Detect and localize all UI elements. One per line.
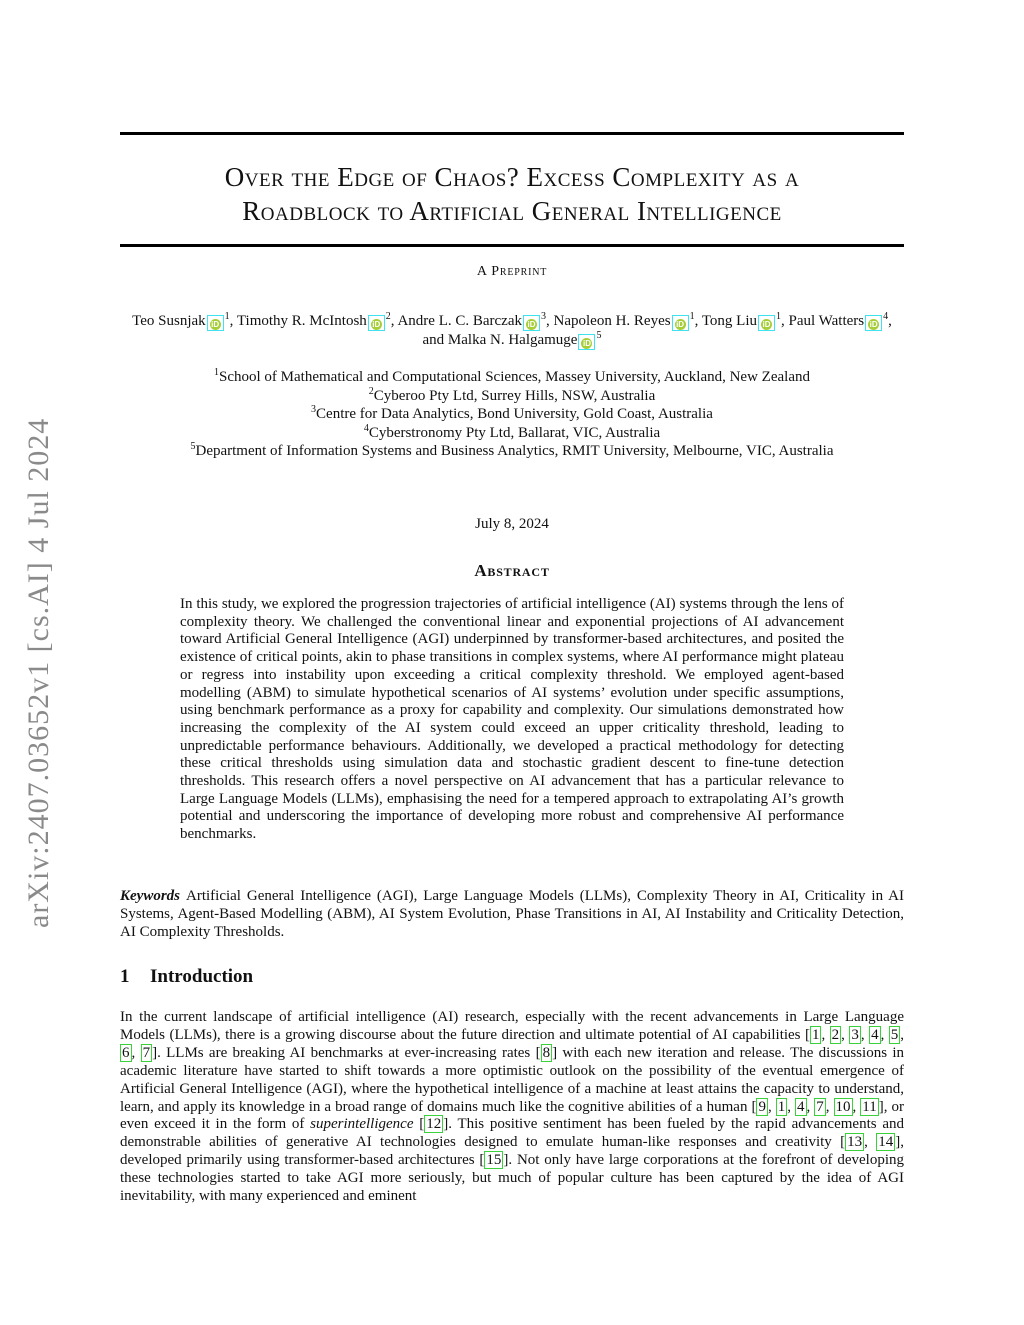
citation-link[interactable]: 1	[777, 1098, 786, 1115]
author-name: Tong Liu	[701, 313, 758, 329]
author-affiliation-number: 1	[224, 311, 230, 322]
preprint-label: A Preprint	[476, 264, 548, 279]
author-affiliation-number: 4	[883, 311, 889, 322]
affiliation-text: School of Mathematical and Computational Sciences, Massey University, Auckland, New Zealand	[219, 369, 810, 385]
orcid-icon: iD	[372, 320, 381, 329]
citation-group: 1 , 2 , 3 , 4 , 5 , 6 , 7	[122, 1026, 905, 1061]
orcid-icon: iD	[211, 320, 220, 329]
intro-text: . Not only have large corporations at the forefront of developing these technologies started to take AGI more seriously, but much of popular culture has been captured by the idea of AGI inevitability, with many experienced and eminent	[120, 1152, 904, 1205]
affiliations	[120, 368, 904, 461]
author-affiliation-number: 2	[385, 311, 391, 322]
orcid-link[interactable]	[758, 315, 775, 331]
arxiv-identifier: arXiv:2407.03652v1 [cs.AI] 4 Jul 2024	[22, 417, 55, 928]
section-number: 1	[120, 966, 130, 987]
citation-link[interactable]: 1	[811, 1026, 820, 1043]
abstract-text: In this study, we explored the progression trajectories of artificial intelligence (AI) systems through the lens of complexity theory. We challenged the conventional linear and exponential projections of AI advancement toward Artificial General Intelligence (AGI) underpinned by transformer-based architectures, and posited the existence of critical points, akin to phase transitions in complex systems, where AI performance might plateau or regress into instability upon exceeding a critical complexity threshold. We employed agent-based modelling (ABM) to simulate hypothetical scenarios of AI systems’ evolution under specific assumptions, using benchmark performance as a proxy for capability and complexity. Our simulations demonstrated how increasing the complexity of the AI system could exceed an upper criticality threshold, leading to unpredictable performance behaviours. Additionally, we developed a practical methodology for detecting these critical thresholds using simulation data and stochastic gradient descent to fine-tune detection thresholds. This research offers a novel perspective on AI advancement that has a particular relevance to Large Language Models (LLMs), emphasising the need for a tempered approach to extrapolating AI’s growth potential and underscoring the importance of developing more robust and comprehensive AI performance benchmarks.	[180, 596, 844, 843]
orcid-link[interactable]	[207, 315, 224, 331]
affiliation-number: 1	[214, 367, 220, 378]
citation-link[interactable]: 7	[142, 1044, 151, 1061]
author-name: and Malka N. Halgamuge	[422, 332, 578, 348]
orcid-icon: iD	[676, 320, 685, 329]
author-affiliation-number: 1	[776, 311, 782, 322]
publication-date: July 8, 2024	[475, 516, 549, 532]
intro-text: In the current landscape of artificial intelligence (AI) research, especially with the recent advancements in Large Language Models (LLMs), there is a growing discourse about the future direction and ultimate potential of AI capabilities	[120, 1009, 904, 1043]
orcid-link[interactable]	[368, 315, 385, 331]
abstract-heading: Abstract	[474, 561, 550, 580]
affiliation-line	[120, 405, 904, 424]
citation-group	[541, 1044, 553, 1062]
citation-link[interactable]: 14	[878, 1134, 894, 1151]
citation-link[interactable]: 4	[797, 1098, 805, 1115]
citation-group: 9 , 1 , 4 , 7 , 10 , 11	[758, 1098, 877, 1115]
orcid-link[interactable]	[672, 315, 689, 331]
title-rule-bottom	[120, 244, 904, 247]
author-name: Andre L. C. Barczak	[397, 313, 523, 329]
affiliation-line	[120, 387, 904, 406]
intro-text: . LLMs are breaking AI benchmarks at ever-increasing rates	[157, 1044, 536, 1061]
intro-text: , developed primarily using transformer-based architectures	[120, 1134, 904, 1169]
orcid-link[interactable]	[578, 334, 595, 350]
orcid-icon: iD	[869, 320, 878, 329]
paper-title	[120, 160, 904, 228]
citation-link[interactable]: 15	[486, 1152, 502, 1169]
affiliation-line	[120, 442, 904, 461]
citation-link[interactable]: 12	[426, 1116, 442, 1133]
citation-link[interactable]: 9	[758, 1098, 766, 1115]
orcid-link[interactable]	[523, 315, 540, 331]
affiliation-text: Cyberoo Pty Ltd, Surrey Hills, NSW, Australia	[373, 387, 656, 404]
author-list: Teo Susnjak $iD^1$, Timothy R. McIntosh $iD^2$, Andre L. C. Barczak $iD^3$, Napoleon H. Reyes $iD^1$, Tong Liu $iD^1$, Paul Watters $iD^4$, and Malka N. Halgamuge $iD^5$	[132, 311, 892, 348]
section-heading	[120, 966, 253, 988]
section-title: Introduction	[150, 966, 254, 987]
affiliation-text: Centre for Data Analytics, Bond University, Gold Coast, Australia	[316, 406, 713, 422]
author-name: Timothy R. McIntosh	[236, 313, 367, 329]
intro-text: . This positive sentiment has been fueled by the rapid advancements and demonstrable abilities of generative AI technologies designed to emulate human-like responses and creativity	[120, 1116, 904, 1151]
citation-link[interactable]: 6	[122, 1044, 130, 1061]
affiliation-line	[120, 368, 904, 387]
keywords-block	[120, 887, 904, 941]
title-line-1: Over the Edge of Chaos? Excess Complexity as a	[224, 162, 800, 192]
citation-link[interactable]: 11	[862, 1098, 877, 1115]
affiliation-text: Department of Information Systems and Business Analytics, RMIT University, Melbourne, VIC, Australia	[195, 443, 834, 459]
citation-link[interactable]: 5	[890, 1026, 899, 1043]
affiliation-number: 2	[368, 385, 374, 397]
keywords-text: Artificial General Intelligence (AGI), Large Language Models (LLMs), Complexity Theory in AI, Criticality in AI Systems, Agent-Based Modelling (ABM), AI System Evolution, Phase Transitions in AI, AI Instability and Criticality Detection, AI Complexity Thresholds.	[120, 888, 904, 940]
affiliation-number: 4	[363, 422, 369, 434]
author-name: Teo Susnjak	[132, 313, 206, 329]
citation-link[interactable]: 8	[542, 1044, 551, 1061]
citation-group	[484, 1151, 503, 1169]
orcid-icon: iD	[527, 320, 536, 329]
orcid-icon: iD	[582, 339, 591, 348]
author-affiliation-number: 5	[596, 330, 602, 341]
title-rule-top	[120, 132, 904, 135]
keywords-label: Keywords	[120, 888, 180, 904]
intro-emphasis: superintelligence	[310, 1116, 414, 1133]
citation-link[interactable]: 4	[871, 1026, 879, 1043]
affiliation-number: 3	[311, 404, 317, 415]
intro-text	[413, 1116, 419, 1132]
citation-group: 13 , 14	[847, 1134, 894, 1151]
citation-link[interactable]: 2	[831, 1026, 840, 1043]
title-line-2: Roadblock to Artificial General Intelligence	[242, 196, 782, 226]
affiliation-line	[120, 424, 904, 443]
intro-text: with each new iteration and release. The discussions in academic literature have started to shift towards a more optimistic outlook on the possibility of the eventual emergence of Artificial General Intelligence (AGI), where the hypothetical intelligence of a machine at least attains the capacity to understand, learn, and apply its knowledge in a broad range of domains much like the cognitive abilities of a human	[120, 1044, 904, 1115]
author-affiliation-number: 1	[689, 311, 695, 322]
intro-paragraph: In the current landscape of artificial intelligence (AI) research, especially with the recent advancements in Large Language Models (LLMs), there is a growing discourse about the future direction and ultimate potential of AI capabilities [ 1 , 2 , 3 , 4 , 5 , 6 , 7 ]. LLMs are breaking AI benchmarks at ever-increasing rates [ 8 ] with each new iteration and release. The discussions in academic literature have started to shift towards a more optimistic outlook on the possibility of the eventual emergence of Artificial General Intelligence (AGI), where the hypothetical intelligence of a machine at least attains the capacity to understand, learn, and apply its knowledge in a broad range of domains much like the cognitive abilities of a human [ 9 , 1 , 4 , 7 , 10 , 11 ], or even exceed it in the form of superintelligence [ 12 ]. This positive sentiment has been fueled by the rapid advancements and demonstrable abilities of generative AI technologies designed to emulate human-like responses and creativity [ 13 , 14 ], developed primarily using transformer-based architectures [ 15 ]. Not only have large corporations at the forefront of developing these technologies started to take AGI more seriously, but much of popular culture has been captured by the idea of AGI inevitability, with many experienced and eminent	[120, 1009, 905, 1205]
citation-link[interactable]: 10	[835, 1098, 851, 1115]
orcid-link[interactable]	[865, 315, 882, 331]
affiliation-number: 5	[190, 441, 196, 452]
author-name: Paul Watters	[788, 313, 865, 329]
affiliation-text: Cyberstronomy Pty Ltd, Ballarat, VIC, Australia	[368, 424, 661, 441]
citation-group	[424, 1115, 443, 1133]
author-affiliation-number: 3	[541, 311, 547, 322]
orcid-icon: iD	[762, 320, 771, 329]
author-name: Napoleon H. Reyes	[553, 313, 671, 329]
intro-text: , or even exceed it in the form of	[120, 1098, 905, 1133]
citation-link[interactable]: 7	[816, 1098, 824, 1115]
citation-link[interactable]: 3	[851, 1026, 859, 1043]
citation-link[interactable]: 13	[847, 1134, 863, 1151]
